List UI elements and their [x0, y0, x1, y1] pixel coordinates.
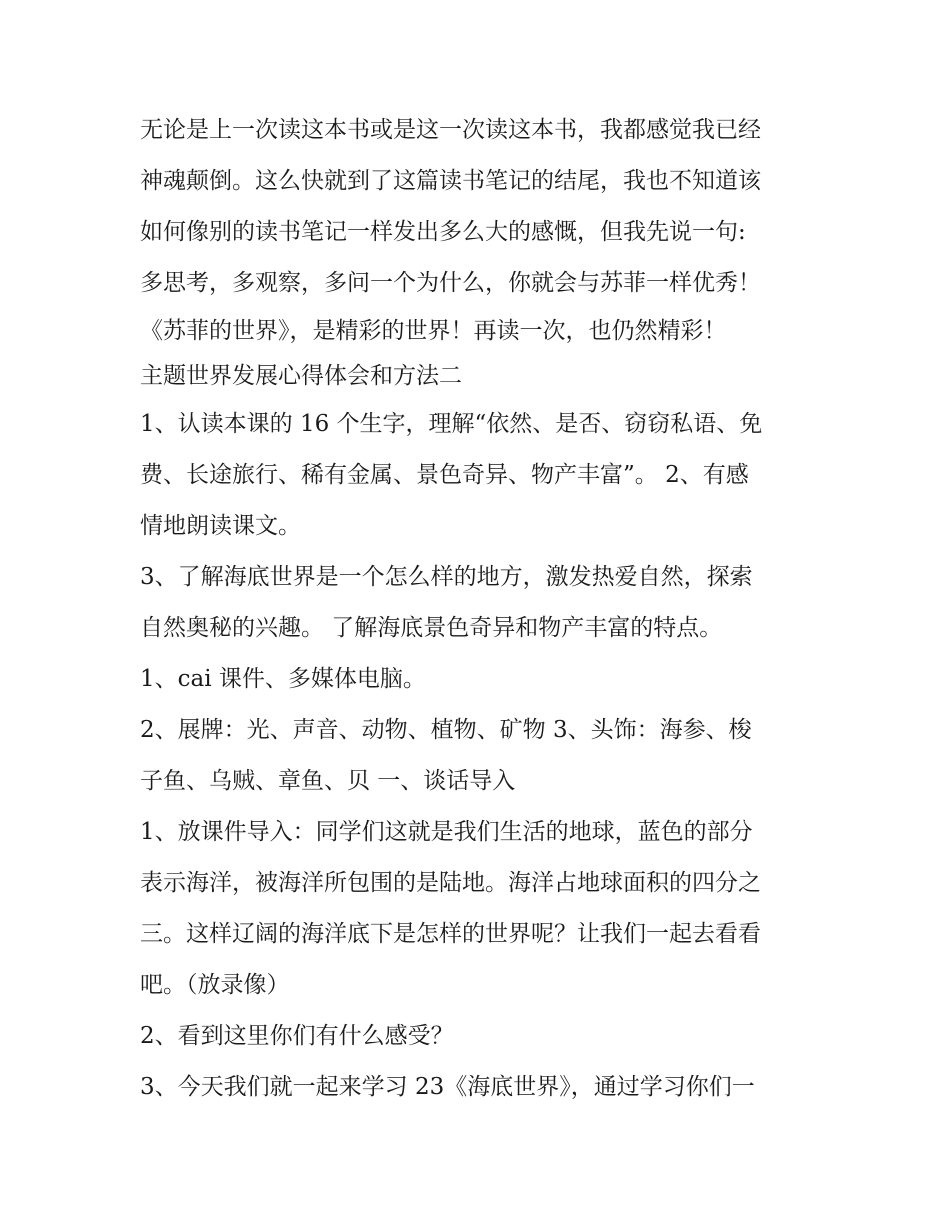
text-line: 吧。（放录像） [140, 972, 290, 998]
text-line: 情地朗读课文。 [140, 513, 301, 539]
text-line: 多思考，多观察，多问一个为什么，你就会与苏菲一样优秀！ [140, 270, 761, 296]
document-body [140, 105, 820, 1113]
text-line: 1、放课件导入：同学们这就是我们生活的地球，蓝色的部分 [140, 819, 753, 845]
text-line: 1、认读本课的 16 个生字，理解“依然、是否、窃窃私语、免 [140, 411, 763, 437]
text-line: 自然奥秘的兴趣。 了解海底景色奇异和物产丰富的特点。 [140, 615, 723, 641]
text-line: 无论是上一次读这本书或是这一次读这本书，我都感觉我已经 [140, 117, 761, 143]
text-line: 子鱼、乌贼、章鱼、贝 一、谈话导入 [140, 768, 516, 794]
text-line: 3、了解海底世界是一个怎么样的地方，激发热爱自然，探索 [140, 564, 753, 590]
text-line: 2、看到这里你们有什么感受？ [140, 1023, 454, 1049]
text-line: 三。这样辽阔的海洋底下是怎样的世界呢？让我们一起去看看 [140, 921, 761, 947]
text-line: 神魂颠倒。这么快就到了这篇读书笔记的结尾，我也不知道该 [140, 168, 761, 194]
text-line: 费、长途旅行、稀有金属、景色奇异、物产丰富”。 2、有感 [140, 462, 749, 488]
text-line: 2、展牌：光、声音、动物、植物、矿物 3、头饰：海参、梭 [140, 717, 752, 743]
text-line: 如何像别的读书笔记一样发出多么大的感慨，但我先说一句: [140, 219, 746, 245]
text-line: 3、今天我们就一起来学习 23《海底世界》，通过学习你们一 [140, 1074, 755, 1100]
section-heading: 主题世界发展心得体会和方法二 [140, 363, 462, 389]
text-line: 《苏菲的世界》，是精彩的世界！再读一次，也仍然精彩！ [140, 318, 727, 344]
text-line: 1、cai 课件、多媒体电脑。 [140, 666, 426, 692]
text-line: 表示海洋，被海洋所包围的是陆地。海洋占地球面积的四分之 [140, 870, 761, 896]
